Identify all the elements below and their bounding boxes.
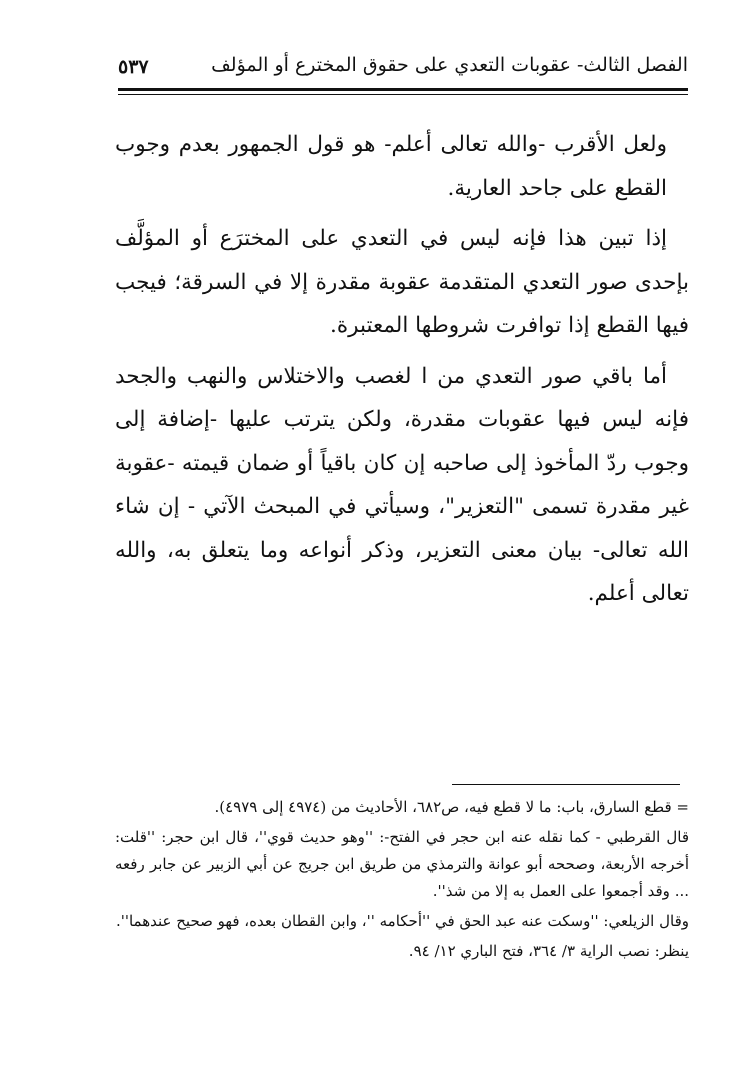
footnote-line-3: وقال الزيلعي: ''وسكت عنه عبد الحق في ''أحكامه ''، وابن القطان بعده، فهو صحيح عندهما''. (115, 912, 689, 930)
running-title: الفصل الثالث- عقوبات التعدي على حقوق المخترع أو المؤلف (211, 54, 688, 76)
header-rule-thin (118, 94, 688, 95)
footnotes (115, 794, 689, 968)
paragraph-2: إذا تبين هذا فإنه ليس في التعدي على المخترَع أو المؤلَّف بإحدى صور التعدي المتقدمة عقوبة مقدرة إلا في السرقة؛ فيجب فيها القطع إذا توافرت شروطها المعتبرة. (115, 226, 689, 338)
main-text (115, 123, 689, 623)
footnote-line-1: = قطع السارق، باب: ما لا قطع فيه، ص٦٨٢، الأحاديث من (٤٩٧٤ إلى ٤٩٧٩). (214, 798, 689, 816)
footnote-line-2: قال القرطبي - كما نقله عنه ابن حجر في الفتح-: ''وهو حديث قوي''، قال ابن حجر: ''قلت: أخرجه الأربعة، وصححه أبو عوانة والترمذي من طريق ابن جريج عن أبي الزبير عن جابر رفعه ... وقد أجمعوا على العمل به إلا من شذ''. (115, 828, 689, 900)
page-header (118, 48, 688, 88)
footnote-line-4: ينظر: نصب الراية ٣/ ٣٦٤، فتح الباري ١٢/ ٩٤. (408, 942, 689, 960)
paragraph-3: أما باقي صور التعدي من ا لغصب والاختلاس والنهب والجحد فإنه ليس فيها عقوبات مقدرة، ولكن يترتب عليها -إضافة إلى وجوب ردّ المأخوذ إلى صاحبه إن كان باقياً أو ضمان قيمته -عقوبة غير مقدرة تسمى "التعزير"، وسيأتي في المبحث الآتي - إن شاء الله تعالى- بيان معنى التعزير، وذكر أنواعه وما يتعلق به، والله تعالى أعلم. (115, 363, 689, 606)
page-number: ٥٣٧ (118, 56, 149, 78)
header-rule-thick (118, 88, 688, 91)
paragraph-1: ولعل الأقرب -والله تعالى أعلم- هو قول الجمهور بعدم وجوب القطع على جاحد العارية. (115, 132, 667, 201)
footnote-separator (452, 784, 680, 785)
